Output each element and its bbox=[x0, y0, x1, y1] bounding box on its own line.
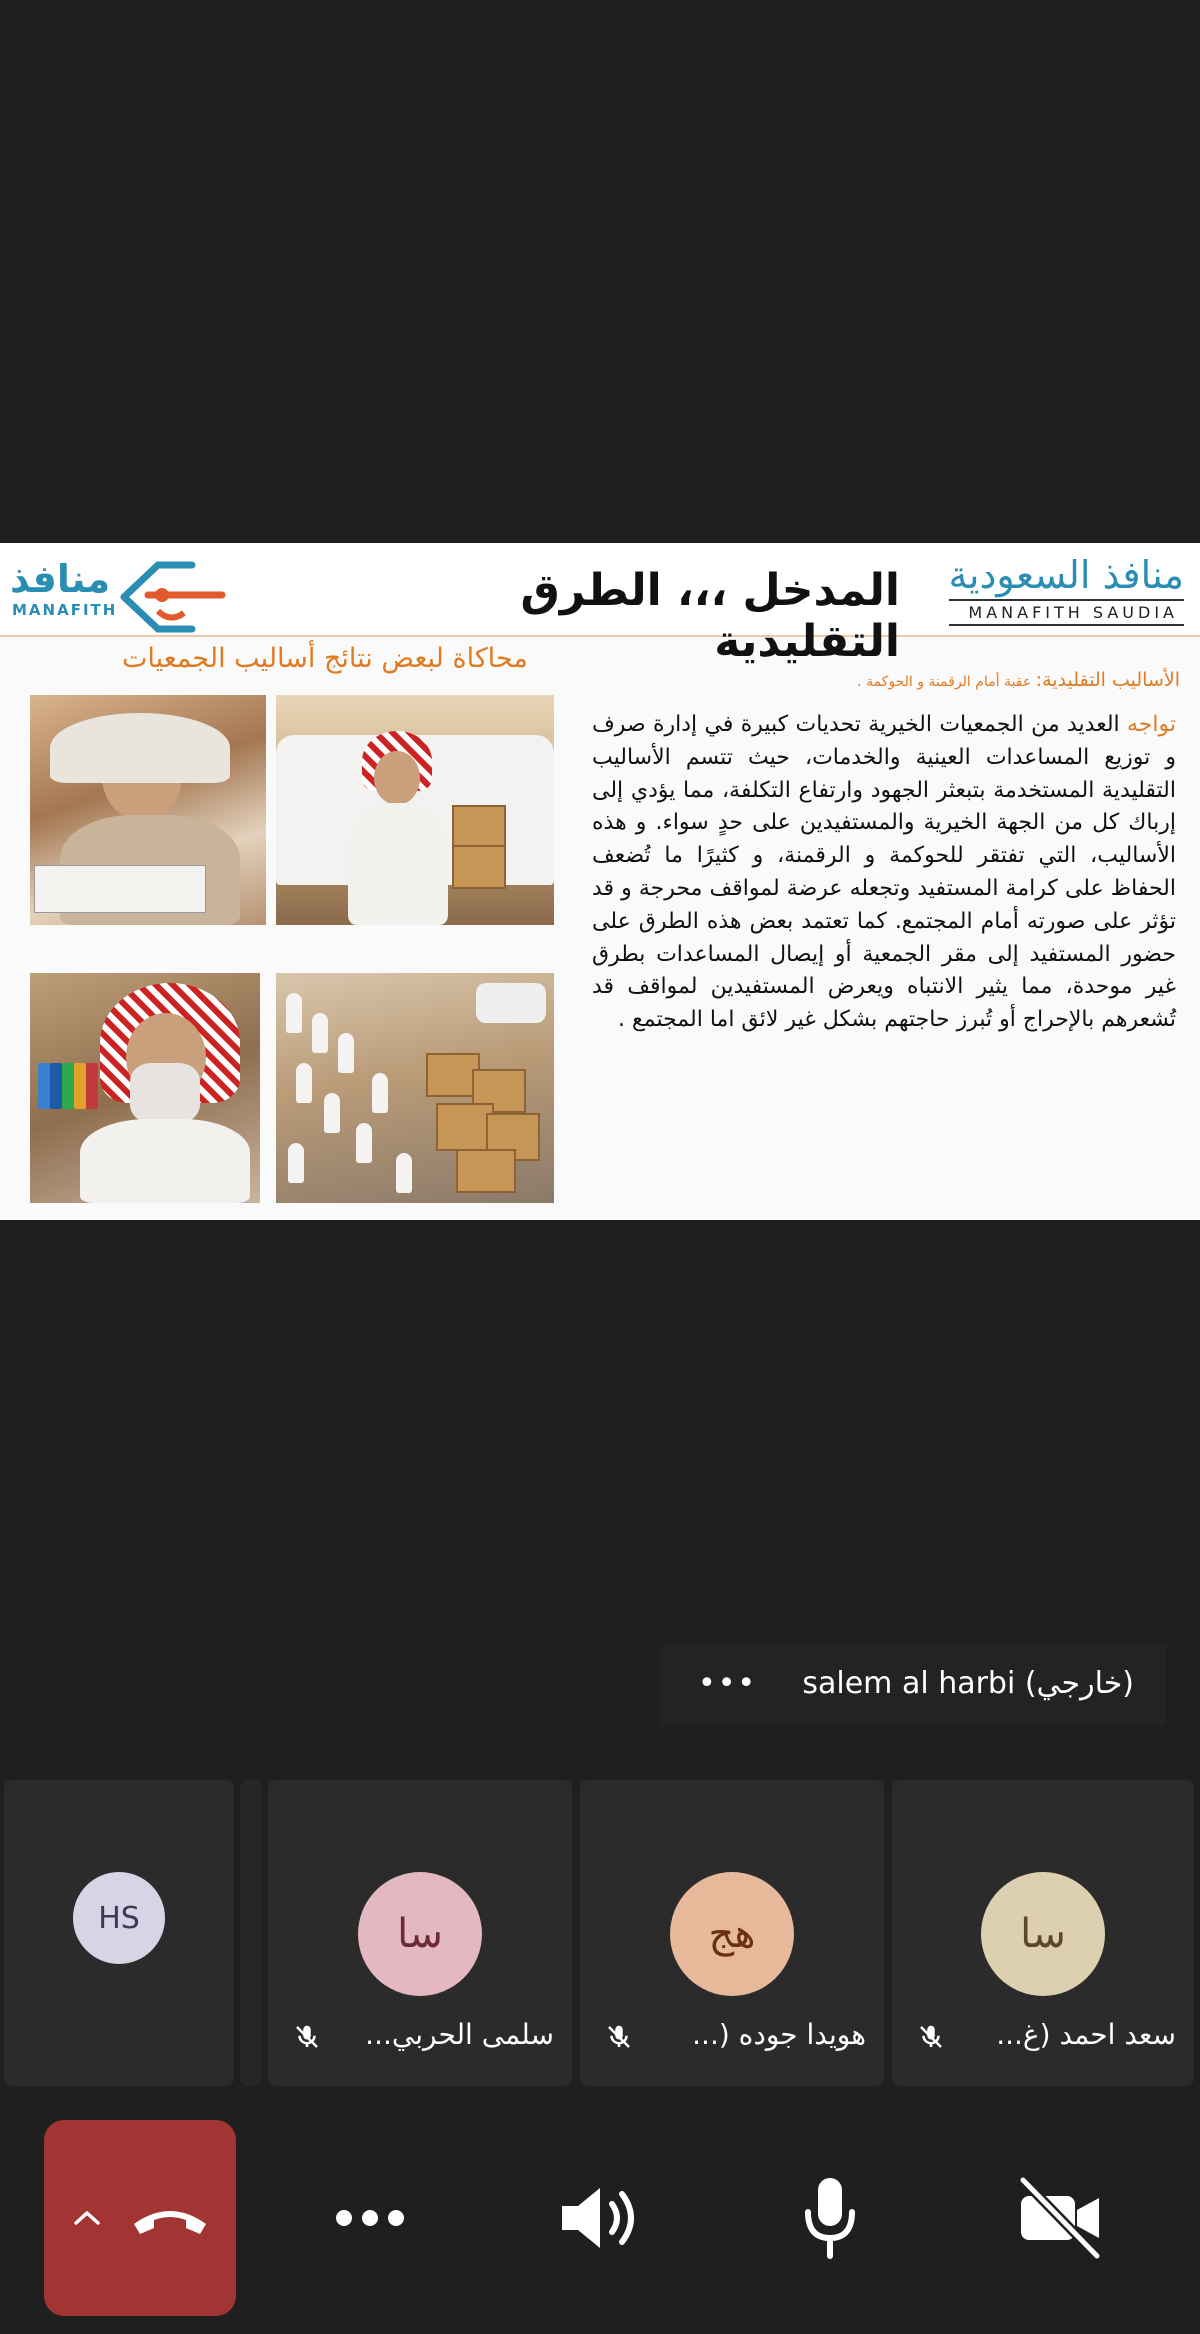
presenter-name: salem al harbi (خارجي) bbox=[802, 1666, 1134, 1701]
logo-mark-icon bbox=[118, 555, 226, 637]
photo-card bbox=[86, 1063, 98, 1109]
photo-crowd-person bbox=[312, 1013, 328, 1053]
photo-crowd-person bbox=[286, 993, 302, 1033]
photo-man-by-car bbox=[276, 695, 554, 925]
photo-crowd-with-boxes bbox=[276, 973, 554, 1203]
body-lead-word: تواجه bbox=[1127, 712, 1176, 737]
mic-muted-icon bbox=[292, 2022, 322, 2052]
photo-crowd-person bbox=[338, 1033, 354, 1073]
photo-man-with-paper bbox=[30, 695, 266, 925]
microphone-icon[interactable] bbox=[802, 2176, 858, 2260]
slide-title: المدخل ،،، الطرق التقليدية bbox=[520, 565, 900, 667]
photo-man-with-cards bbox=[30, 973, 260, 1203]
microphone-button[interactable] bbox=[760, 2120, 900, 2316]
photo-person-head bbox=[374, 751, 420, 805]
mic-muted-icon bbox=[604, 2022, 634, 2052]
photo-paper-form bbox=[34, 865, 206, 913]
shared-slide bbox=[0, 543, 1200, 1220]
photo-crowd-person bbox=[372, 1073, 388, 1113]
phone-hangup-icon[interactable] bbox=[130, 2198, 210, 2238]
photo-headscarf bbox=[50, 713, 230, 783]
presenter-more-icon[interactable]: ••• bbox=[698, 1666, 758, 1701]
photo-crowd-person bbox=[396, 1153, 412, 1193]
photo-robe bbox=[348, 803, 448, 925]
photo-card bbox=[50, 1063, 62, 1109]
participant-tile-partial bbox=[240, 1780, 262, 2086]
more-options-button[interactable] bbox=[300, 2120, 440, 2316]
photo-card bbox=[62, 1063, 74, 1109]
left-subtitle: محاكاة لبعض نتائج أساليب الجمعيات bbox=[122, 643, 528, 674]
speaker-button[interactable] bbox=[530, 2120, 670, 2316]
brand-name-arabic: منافذ السعودية bbox=[948, 553, 1184, 597]
photo-crowd-person bbox=[324, 1093, 340, 1133]
photo-card bbox=[74, 1063, 86, 1109]
brand-name-english: MANAFITH SAUDIA bbox=[949, 599, 1184, 626]
photo-card bbox=[38, 1063, 50, 1109]
photo-crowd-person bbox=[356, 1123, 372, 1163]
logo-text-arabic: منافذ bbox=[10, 557, 111, 601]
brand-manafith-saudia bbox=[949, 553, 1184, 626]
logo-text-english: MANAFITH bbox=[12, 601, 118, 619]
avatar: سا bbox=[981, 1872, 1105, 1996]
photo-crowd-person bbox=[296, 1063, 312, 1103]
camera-button[interactable] bbox=[990, 2120, 1130, 2316]
video-off-icon[interactable] bbox=[1015, 2176, 1105, 2260]
photo-robe bbox=[80, 1119, 250, 1203]
speaker-icon[interactable] bbox=[558, 2182, 642, 2254]
right-subtitle-small: عقبة أمام الرقمنة و الحوكمة . bbox=[857, 674, 1036, 690]
presenter-name-chip[interactable] bbox=[660, 1644, 1166, 1726]
slide-body-text bbox=[592, 709, 1176, 1037]
avatar: HS bbox=[73, 1872, 165, 1964]
participant-tile[interactable] bbox=[4, 1780, 234, 2086]
avatar: هج bbox=[670, 1872, 794, 1996]
participant-name: هويدا جوده (... bbox=[692, 2018, 866, 2051]
end-call-button[interactable] bbox=[44, 2120, 236, 2316]
participant-tile[interactable] bbox=[892, 1780, 1194, 2086]
right-subtitle-main: الأساليب التقليدية: bbox=[1035, 669, 1180, 691]
photo-car bbox=[476, 983, 546, 1023]
participant-name: سلمى الحربي... bbox=[365, 2018, 554, 2051]
manafith-logo bbox=[6, 549, 226, 629]
body-paragraph: العديد من الجمعيات الخيرية تحديات كبيرة في إدارة صرف و توزيع المساعدات العينية والخدمات، حيث تتسم الأساليب التقليدية المستخدمة بتبعثر الجهود وارتفاع التكلفة، مما يؤدي إلى إرباك كل من الجهة الخيرية والمستفيدين على حدٍ سواء. و هذه الأساليب، التي تفتقر للحوكمة و الرقمنة، و كثيرًا ما تُضعف الحفاظ على كرامة المستفيد وتجعله عرضة لمواقف محرجة و قد تؤثر على صورته أمام المجتمع. كما تعتمد بعض هذه الطرق على حضور المستفيد إلى مقر الجمعية أو إيصال المساعدات بطرق غير موحدة، مما يثير الانتباه ويعرض المستفيدين لمواقف قد تُشعرهم بالإحراج أو تُبرز حاجتهم بشكل غير لائق اما المجتمع . bbox=[592, 712, 1176, 1033]
photo-box bbox=[456, 1149, 516, 1193]
avatar: سا bbox=[358, 1872, 482, 1996]
right-subtitle bbox=[857, 669, 1180, 691]
photo-crowd-person bbox=[288, 1143, 304, 1183]
photo-beard bbox=[130, 1063, 200, 1123]
mic-muted-icon bbox=[916, 2022, 946, 2052]
call-toolbar bbox=[0, 2100, 1200, 2334]
chevron-up-icon[interactable] bbox=[72, 2208, 102, 2228]
photo-box bbox=[452, 845, 506, 889]
participant-tile[interactable] bbox=[580, 1780, 884, 2086]
more-horizontal-icon[interactable] bbox=[330, 2206, 410, 2230]
participant-name: سعد احمد (غ... bbox=[996, 2018, 1176, 2051]
participant-tile[interactable] bbox=[268, 1780, 572, 2086]
